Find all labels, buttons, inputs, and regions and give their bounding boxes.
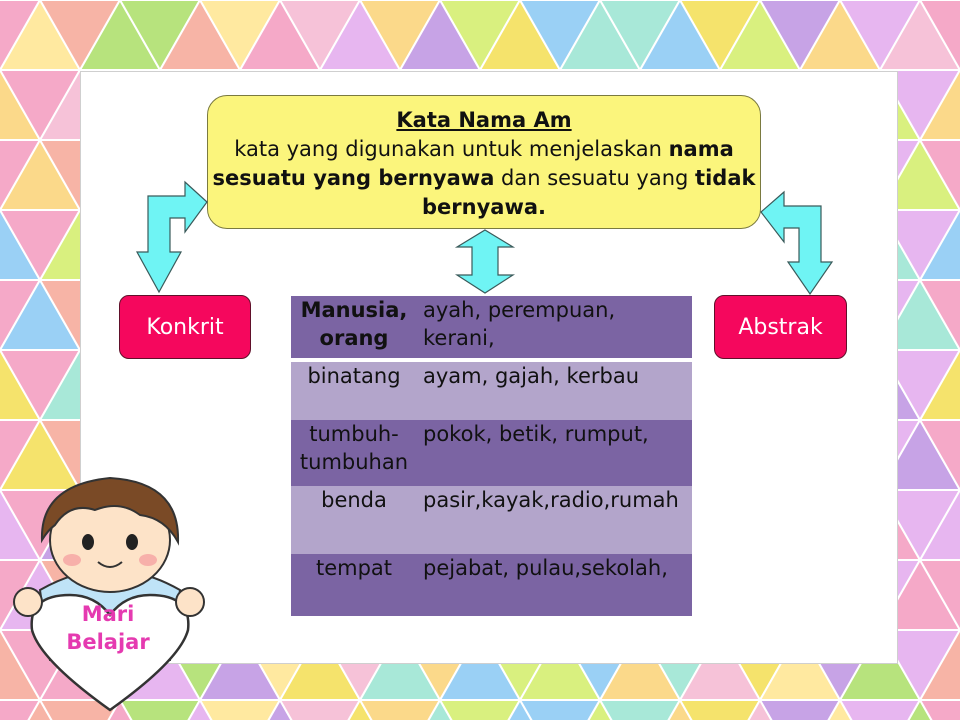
abstrak-tag: Abstrak [714,295,847,359]
definition-title: Kata Nama Am [396,108,572,132]
right-bent-arrow-icon [761,192,832,294]
examples-cell: ayam, gajah, kerbau [423,364,640,388]
table-row [291,296,692,360]
mascot-right-cheek [139,554,157,566]
definition-bold-2: tidak bernyawa. [422,166,756,219]
category-cell: Manusia, orang [300,298,408,350]
examples-cell: pejabat, pulau,sekolah, [423,556,668,580]
examples-table [291,296,692,616]
table-row [291,360,692,420]
konkrit-tag: Konkrit [119,295,251,359]
mascot-right-hand [176,588,204,616]
left-bent-arrow-icon [137,182,207,292]
table-row [291,420,692,486]
examples-cell: ayah, perempuan, kerani, [423,298,616,350]
mascot-left-eye [82,534,94,550]
examples-cell: pasir,kayak,radio,rumah [423,488,679,512]
category-cell: benda [321,488,387,512]
mascot-boy-illustration [0,470,220,720]
table-row [291,554,692,616]
mascot-label: Mari Belajar [66,602,150,654]
center-double-arrow-icon [457,230,513,293]
mascot-left-cheek [63,554,81,566]
mascot-right-eye [126,534,138,550]
definition-text: kata yang digunakan untuk menjelaskan nama sesuatu yang bernyawa dan sesuatu yang tidak bernyawa. [212,137,756,219]
examples-cell: pokok, betik, rumput, [423,422,649,446]
definition-bold-1: nama sesuatu yang bernyawa [212,137,734,190]
category-cell: tempat [315,556,393,580]
category-cell: tumbuh-tumbuhan [299,422,409,474]
category-cell: binatang [307,364,401,388]
table-row [291,486,692,554]
mascot-left-hand [14,588,42,616]
